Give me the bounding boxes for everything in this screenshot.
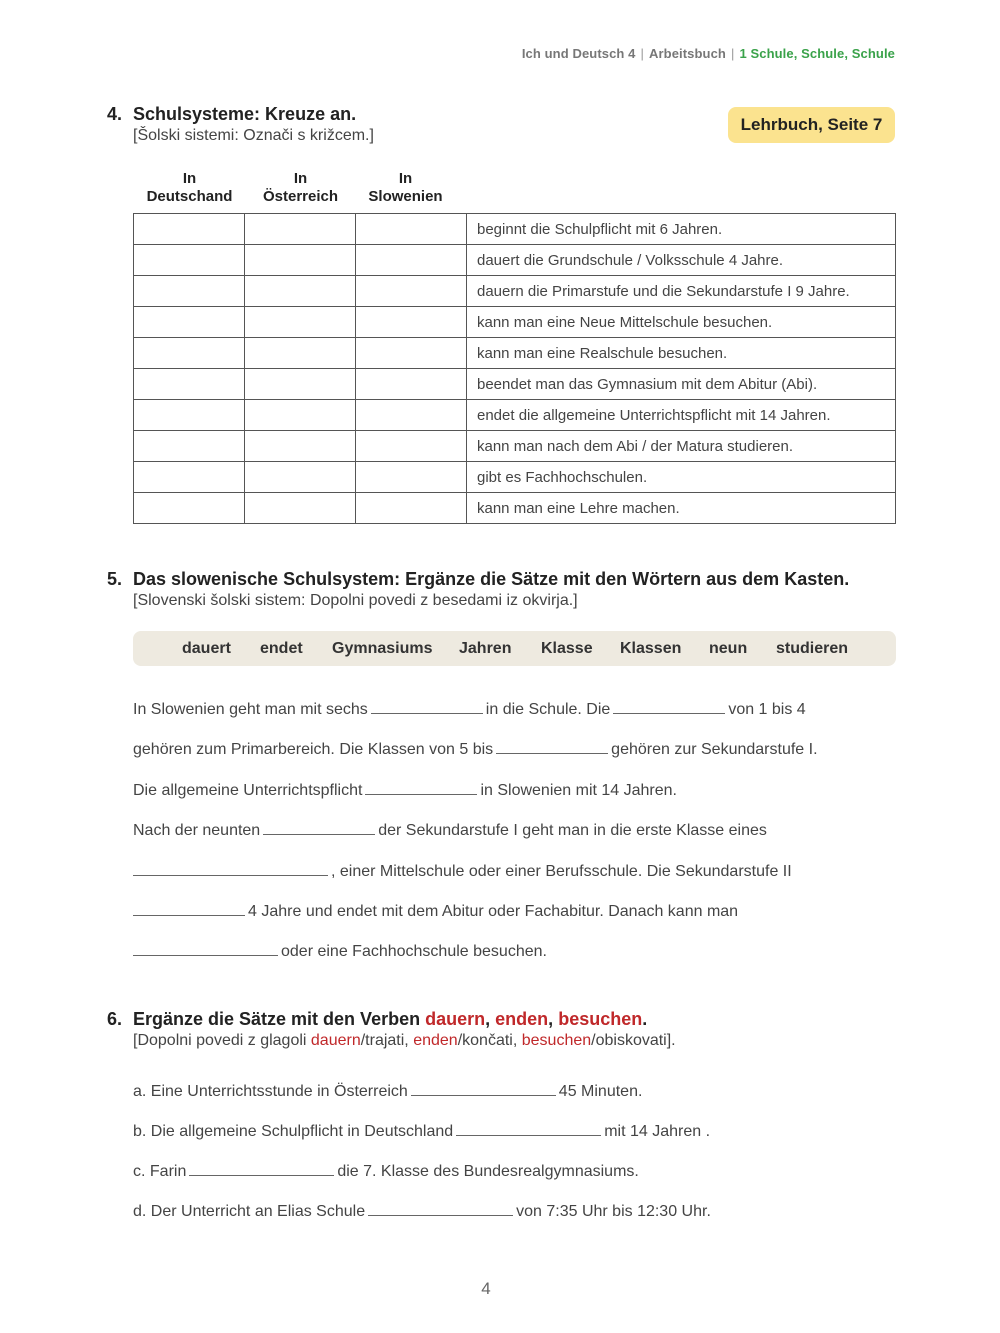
check-cell-austria[interactable] xyxy=(245,214,356,245)
exercise-item-b xyxy=(133,1121,710,1141)
task-4-subtitle: [Šolski sistemi: Označi s križcem.] xyxy=(133,127,374,144)
task-5-subtitle: [Slovenski šolski sistem: Dopolni povedi z besedami iz okvirja.] xyxy=(133,592,578,609)
school-systems-table xyxy=(133,213,896,524)
gap-text: oder eine Fachhochschule besuchen. xyxy=(281,943,547,960)
gap-text-line xyxy=(130,941,547,961)
statement-cell: kann man eine Realschule besuchen. xyxy=(467,338,896,369)
word-bank-item: Klassen xyxy=(620,640,682,657)
check-cell-germany[interactable] xyxy=(134,338,245,369)
subtitle-text: /trajati, xyxy=(360,1032,409,1049)
gap-text: Die allgemeine Unterrichtspflicht xyxy=(133,782,363,799)
verb-highlight: dauern xyxy=(310,1032,361,1049)
statement-cell: gibt es Fachhochschulen. xyxy=(467,462,896,493)
header-separator: | xyxy=(640,46,644,61)
check-cell-austria[interactable] xyxy=(245,462,356,493)
table-row xyxy=(134,214,896,245)
exercise-item-a xyxy=(133,1081,642,1101)
task-4-heading xyxy=(107,104,374,145)
exercise-item-c xyxy=(133,1161,639,1181)
column-header-austria xyxy=(245,170,356,206)
check-cell-germany[interactable] xyxy=(134,307,245,338)
check-cell-slovenia[interactable] xyxy=(356,400,467,431)
exercise-text: d. Der Unterricht an Elias Schule xyxy=(133,1203,366,1220)
check-cell-slovenia[interactable] xyxy=(356,462,467,493)
task-6-subtitle xyxy=(133,1032,676,1050)
gap-blank[interactable] xyxy=(189,1161,334,1176)
gap-text: In Slowenien geht man mit sechs xyxy=(133,701,368,718)
gap-blank[interactable] xyxy=(456,1121,601,1136)
check-cell-slovenia[interactable] xyxy=(356,307,467,338)
word-bank-item: Jahren xyxy=(459,640,512,657)
statement-cell: kann man nach dem Abi / der Matura studieren. xyxy=(467,431,896,462)
punctuation: . xyxy=(642,1009,648,1029)
word-bank xyxy=(133,631,896,666)
check-cell-germany[interactable] xyxy=(134,400,245,431)
task-4-number: 4. xyxy=(107,104,123,124)
verb-highlight: dauern xyxy=(425,1009,486,1029)
table-row xyxy=(134,462,896,493)
check-cell-slovenia[interactable] xyxy=(356,431,467,462)
check-cell-austria[interactable] xyxy=(245,369,356,400)
gap-blank[interactable] xyxy=(263,820,375,835)
table-row xyxy=(134,431,896,462)
exercise-text: die 7. Klasse des Bundesrealgymnasiums. xyxy=(337,1163,639,1180)
column-header-line: Deutschand xyxy=(146,188,233,205)
statement-cell: beginnt die Schulpflicht mit 6 Jahren. xyxy=(467,214,896,245)
column-header-line: Österreich xyxy=(262,188,339,205)
task-4-title xyxy=(107,104,374,125)
check-cell-germany[interactable] xyxy=(134,214,245,245)
gap-text-line xyxy=(133,820,767,840)
task-6-title-text: Ergänze die Sätze mit den Verben xyxy=(133,1009,421,1029)
exercise-text: c. Farin xyxy=(133,1163,187,1180)
gap-blank[interactable] xyxy=(496,739,608,754)
check-cell-austria[interactable] xyxy=(245,493,356,524)
gap-text: der Sekundarstufe I geht man in die erste Klasse eines xyxy=(378,822,767,839)
textbook-reference-badge: Lehrbuch, Seite 7 xyxy=(728,107,895,143)
word-bank-item: studieren xyxy=(776,640,849,657)
word-bank-item: neun xyxy=(709,640,748,657)
gap-text: gehören zum Primarbereich. Die Klassen von 5 bis xyxy=(133,741,494,758)
word-bank-item: dauert xyxy=(182,640,231,657)
exercise-item-d xyxy=(133,1201,711,1221)
task-4-title-text: Schulsysteme: Kreuze an. xyxy=(133,104,357,124)
check-cell-slovenia[interactable] xyxy=(356,369,467,400)
gap-text-line xyxy=(133,739,818,759)
check-cell-austria[interactable] xyxy=(245,307,356,338)
task-5-number: 5. xyxy=(107,569,123,589)
gap-blank[interactable] xyxy=(133,861,328,876)
gap-text: Nach der neunten xyxy=(133,822,261,839)
exercise-text: 45 Minuten. xyxy=(558,1083,643,1100)
check-cell-germany[interactable] xyxy=(134,245,245,276)
gap-text-line xyxy=(130,901,738,921)
header-book: Ich und Deutsch 4 xyxy=(521,46,636,61)
word-bank-item: Gymnasiums xyxy=(332,640,433,657)
check-cell-austria[interactable] xyxy=(245,276,356,307)
exercise-text: b. Die allgemeine Schulpflicht in Deutschland xyxy=(133,1123,454,1140)
exercise-text: a. Eine Unterrichtsstunde in Österreich xyxy=(133,1083,408,1100)
check-cell-slovenia[interactable] xyxy=(356,214,467,245)
punctuation: , xyxy=(548,1009,554,1029)
column-header-slovenia xyxy=(350,170,461,206)
task-5-title-text: Das slowenische Schulsystem: Ergänze die Sätze mit den Wörtern aus dem Kasten. xyxy=(133,569,850,589)
statement-cell: endet die allgemeine Unterrichtspflicht mit 14 Jahren. xyxy=(467,400,896,431)
verb-highlight: besuchen xyxy=(521,1032,592,1049)
verb-highlight: besuchen xyxy=(558,1009,643,1029)
word-bank-item: endet xyxy=(260,640,303,657)
statement-cell: kann man eine Lehre machen. xyxy=(467,493,896,524)
task-5-heading xyxy=(107,569,849,610)
gap-blank[interactable] xyxy=(365,780,477,795)
gap-text-line xyxy=(130,861,792,881)
check-cell-germany[interactable] xyxy=(134,493,245,524)
column-headers xyxy=(134,170,467,208)
column-header-germany xyxy=(134,170,245,206)
check-cell-austria[interactable] xyxy=(245,338,356,369)
gap-blank[interactable] xyxy=(411,1081,556,1096)
column-header-line: In xyxy=(293,170,308,187)
gap-text: , einer Mittelschule oder einer Berufsschule. Die Sekundarstufe II xyxy=(331,863,792,880)
table-row xyxy=(134,400,896,431)
gap-text: 4 Jahre und endet mit dem Abitur oder Fachabitur. Danach kann man xyxy=(248,903,739,920)
check-cell-austria[interactable] xyxy=(245,245,356,276)
statement-cell: dauern die Primarstufe und die Sekundarstufe I 9 Jahre. xyxy=(467,276,896,307)
check-cell-austria[interactable] xyxy=(245,431,356,462)
gap-text: in Slowenien mit 14 Jahren. xyxy=(480,782,677,799)
table-row xyxy=(134,338,896,369)
table-row xyxy=(134,245,896,276)
task-6-heading xyxy=(107,1009,676,1050)
check-cell-austria[interactable] xyxy=(245,400,356,431)
task-5-title xyxy=(107,569,849,590)
header-separator: | xyxy=(730,46,735,61)
table-row xyxy=(134,307,896,338)
header-part: Arbeitsbuch xyxy=(649,46,726,61)
gap-blank[interactable] xyxy=(133,941,278,956)
gap-text-line xyxy=(133,780,677,800)
page-number: 4 xyxy=(481,1279,491,1298)
statement-cell: kann man eine Neue Mittelschule besuchen. xyxy=(467,307,896,338)
subtitle-text: [Dopolni povedi z glagoli xyxy=(133,1032,307,1049)
column-header-line: In xyxy=(398,170,413,187)
gap-blank[interactable] xyxy=(371,699,483,714)
gap-blank[interactable] xyxy=(613,699,725,714)
table-row xyxy=(134,493,896,524)
gap-text: gehören zur Sekundarstufe I. xyxy=(611,741,818,758)
task-6-number: 6. xyxy=(107,1009,123,1029)
check-cell-germany[interactable] xyxy=(134,431,245,462)
task-6-title xyxy=(107,1009,676,1030)
check-cell-germany[interactable] xyxy=(134,369,245,400)
punctuation: , xyxy=(485,1009,491,1029)
gap-text-line xyxy=(133,699,806,719)
gap-blank[interactable] xyxy=(133,901,245,916)
exercise-text: von 7:35 Uhr bis 12:30 Uhr. xyxy=(516,1203,711,1220)
check-cell-slovenia[interactable] xyxy=(356,245,467,276)
exercise-text: mit 14 Jahren . xyxy=(604,1123,711,1140)
verb-highlight: enden xyxy=(495,1009,549,1029)
verb-highlight: enden xyxy=(413,1032,458,1049)
check-cell-slovenia[interactable] xyxy=(356,338,467,369)
statement-cell: dauert die Grundschule / Volksschule 4 Jahre. xyxy=(467,245,896,276)
column-header-line: Slowenien xyxy=(368,188,443,205)
check-cell-slovenia[interactable] xyxy=(356,276,467,307)
subtitle-text: /končati, xyxy=(457,1032,518,1049)
table-row xyxy=(134,276,896,307)
page-header xyxy=(522,46,895,61)
statement-cell: beendet man das Gymnasium mit dem Abitur (Abi). xyxy=(467,369,896,400)
word-bank-item: Klasse xyxy=(541,640,593,657)
subtitle-text: /obiskovati]. xyxy=(591,1032,676,1049)
gap-text: von 1 bis 4 xyxy=(728,701,806,718)
header-chapter: 1 Schule, Schule, Schule xyxy=(739,46,895,61)
gap-text: in die Schule. Die xyxy=(485,701,611,718)
table-row xyxy=(134,369,896,400)
check-cell-slovenia[interactable] xyxy=(356,493,467,524)
gap-blank[interactable] xyxy=(368,1201,513,1216)
check-cell-germany[interactable] xyxy=(134,276,245,307)
column-header-line: In xyxy=(182,170,197,187)
check-cell-germany[interactable] xyxy=(134,462,245,493)
